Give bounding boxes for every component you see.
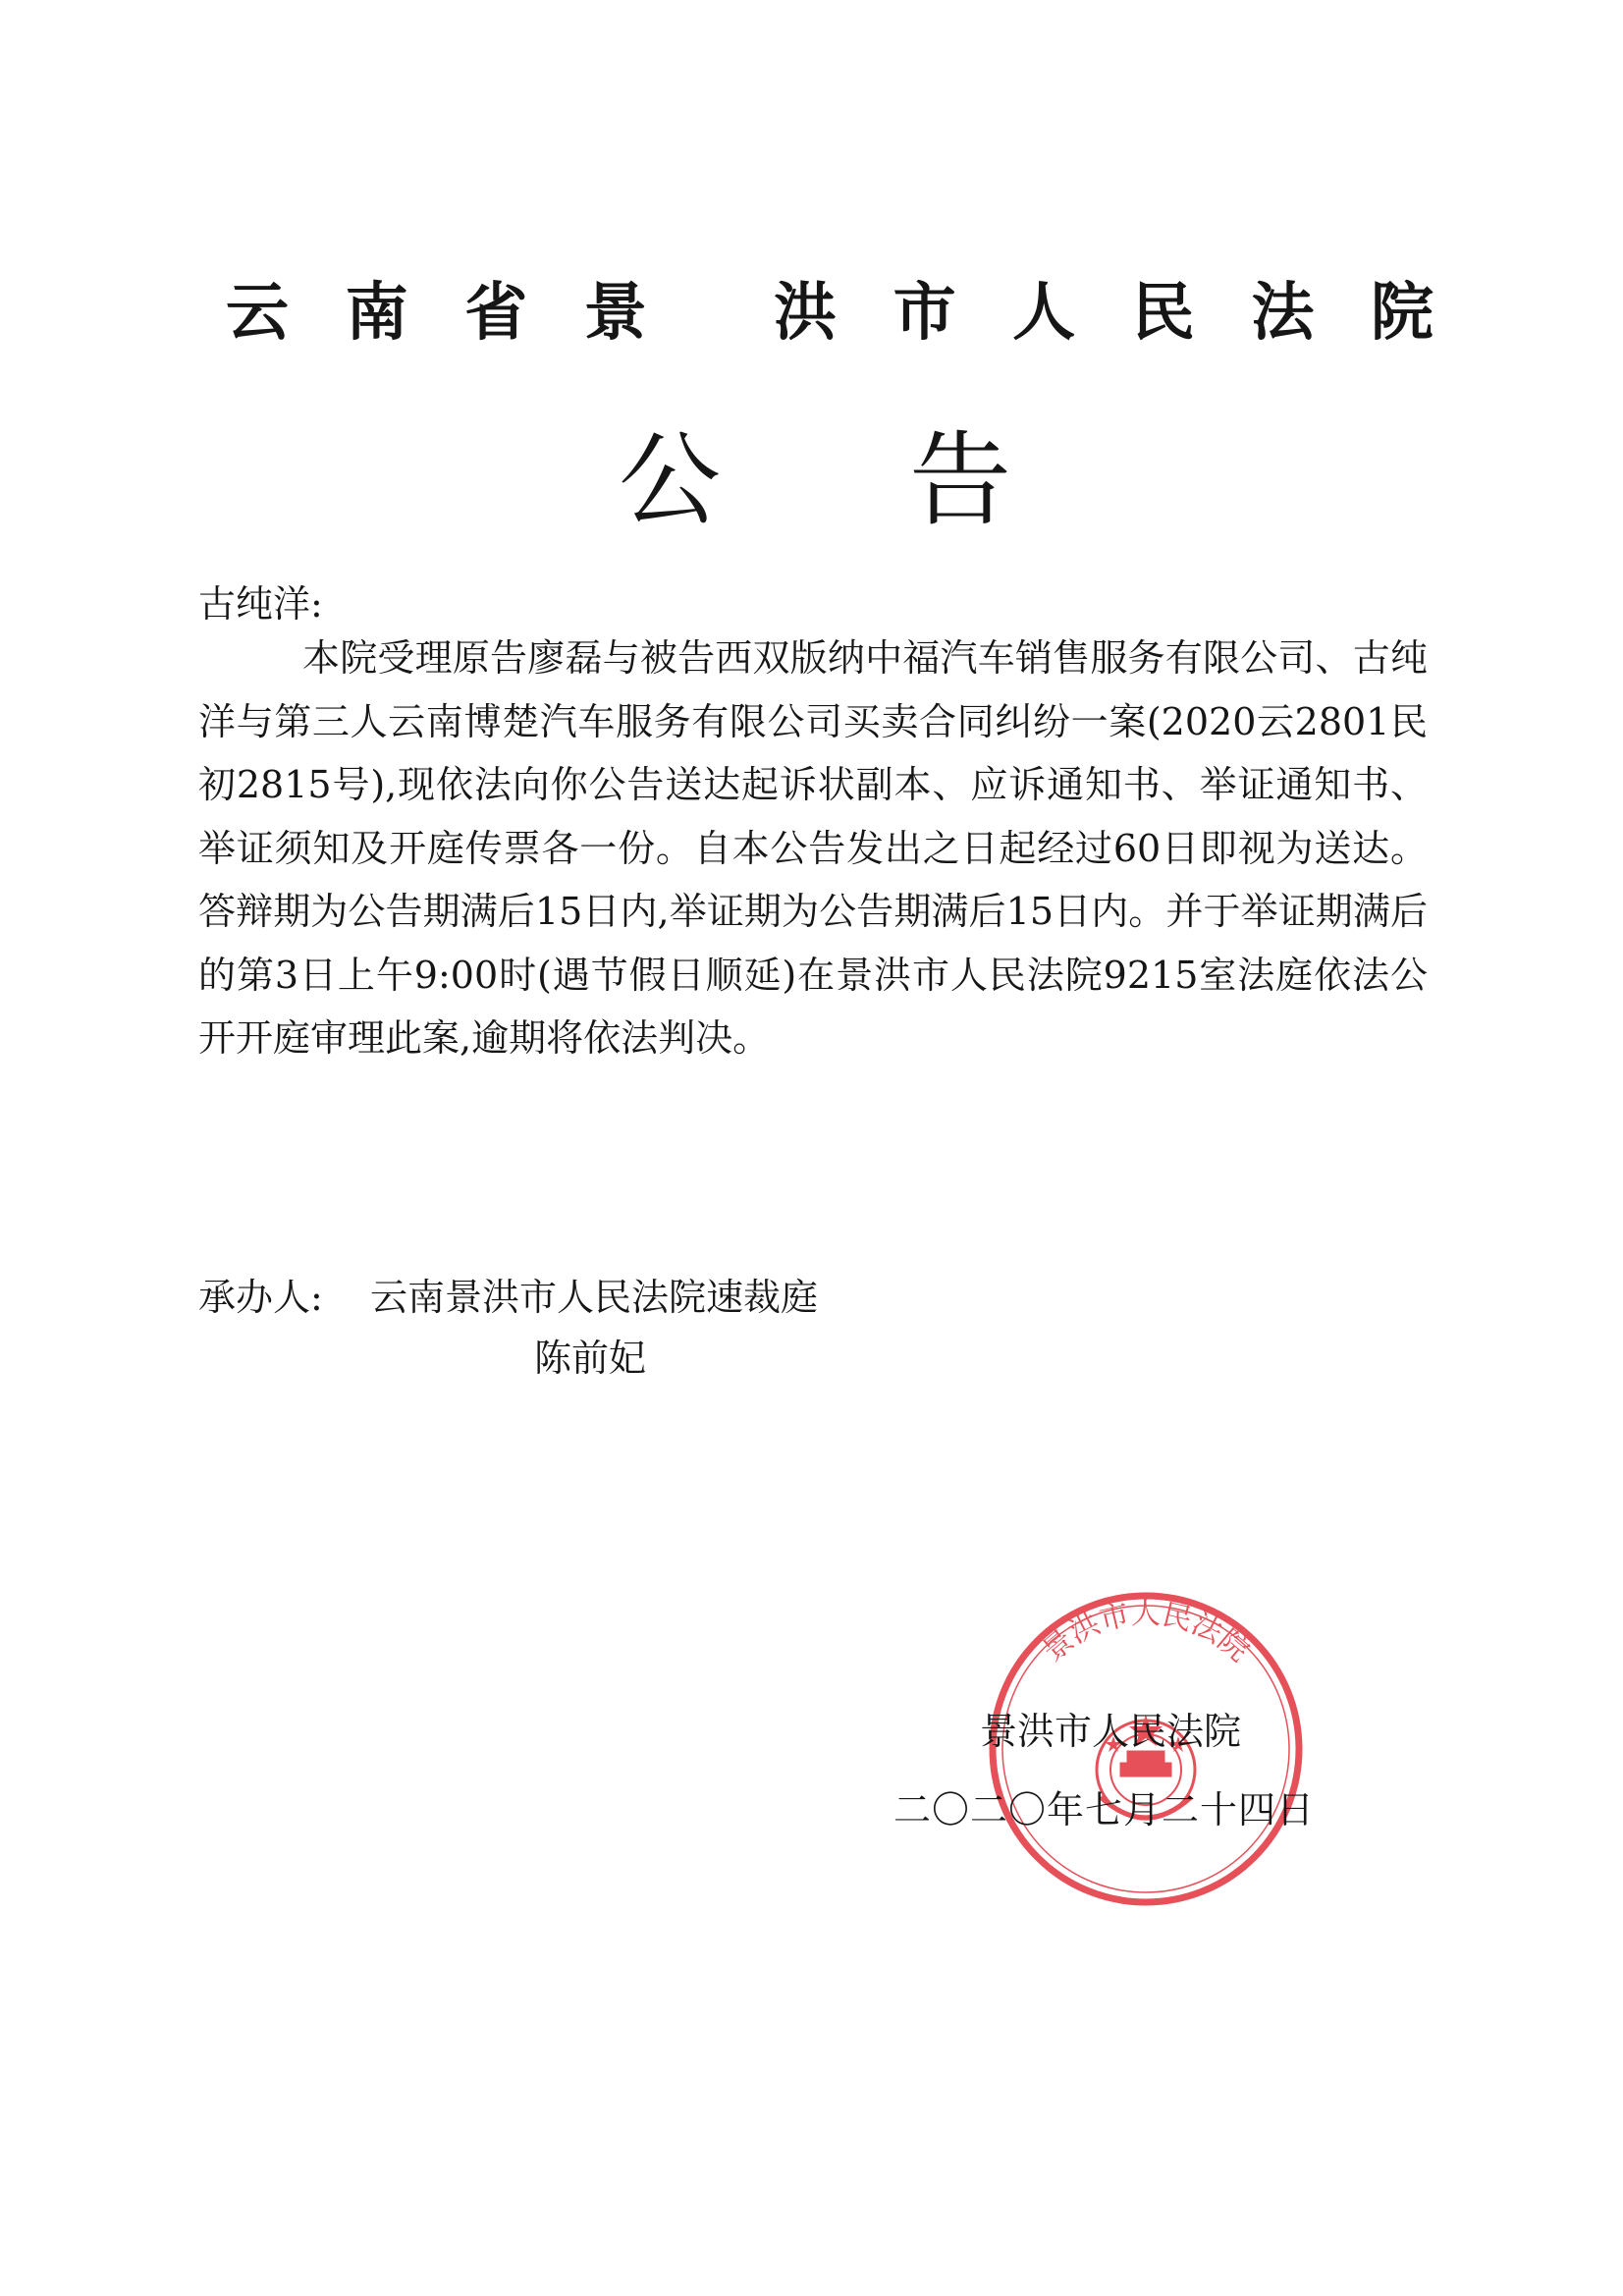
court-name-char: 民 (1131, 277, 1195, 350)
court-name-char: 云 (226, 277, 289, 350)
issue-date: 二〇二〇年七月二十四日 (893, 1788, 1316, 1831)
document-title-char: 公 (619, 420, 722, 540)
document-title (619, 412, 1011, 540)
handler-division: 云南景洪市人民法院速裁庭 (370, 1276, 819, 1319)
court-name-char: 院 (1370, 277, 1434, 350)
notice-body: 本院受理原告廖磊与被告西双版纳中福汽车销售服务有限公司、古纯洋与第三人云南博楚汽车服务有限公司买卖合同纠纷一案(2020云2801民初2815号),现依法向你公告送达起诉状副本、应诉通知书、举证通知书、举证须知及开庭传票各一份。自本公告发出之日起经过60日即视为送达。答辩期为公告期满后15日内,举证期为公告期满后15日内。并于举证期满后的第3日上午9:00时(遇节假日顺延)在景洪市人民法院9215室法庭依法公开开庭审理此案,逾期将依法判决。 (198, 636, 1428, 1060)
handler-line (198, 1267, 818, 1321)
court-name-char: 人 (1012, 277, 1076, 350)
addressee: 古纯洋: (198, 582, 323, 626)
document-title-char: 告 (908, 420, 1011, 540)
seal-arc-text: 景洪市人民法院 (1036, 1597, 1256, 1669)
court-name-char: 洪 (773, 277, 837, 350)
court-name-char: 法 (1251, 277, 1315, 350)
court-name-char: 景 (583, 277, 647, 350)
issuing-court: 景洪市人民法院 (980, 1710, 1242, 1753)
court-name-char: 省 (464, 277, 528, 350)
handler-judge: 陈前妃 (534, 1337, 647, 1380)
court-name-heading (226, 263, 1434, 352)
handler-label: 承办人: (198, 1276, 323, 1319)
court-name-char: 市 (893, 277, 956, 350)
court-name-char: 南 (345, 277, 408, 350)
